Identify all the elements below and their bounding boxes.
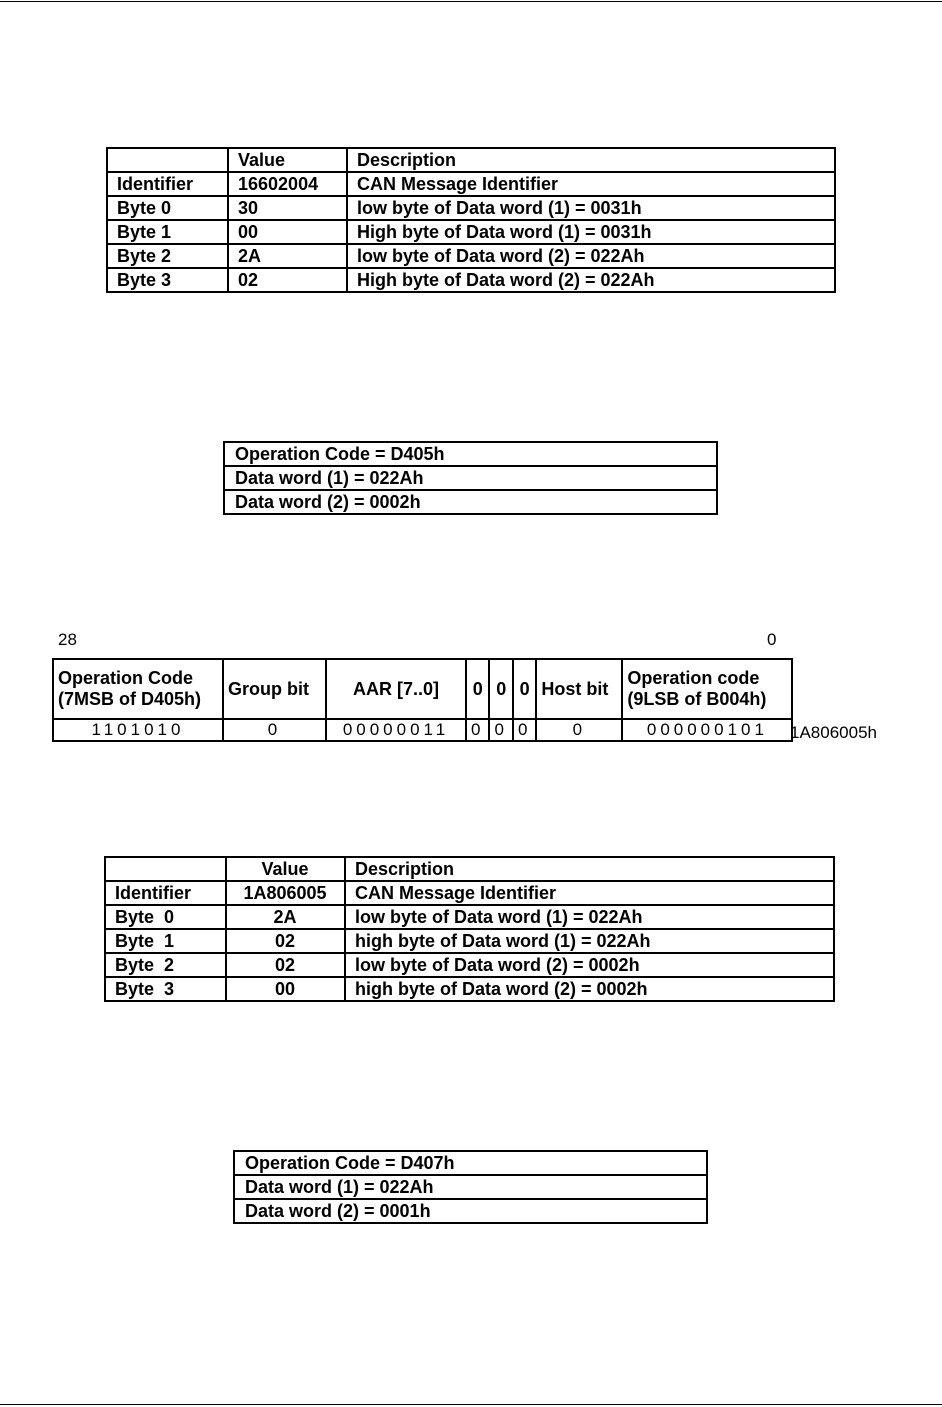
- box-row: [234, 1151, 707, 1175]
- header-cell: Value: [226, 857, 345, 881]
- table-row: [107, 196, 835, 220]
- cell: high byte of Data word (2) = 0002h: [345, 977, 834, 1001]
- cell: high byte of Data word (1) = 022Ah: [345, 929, 834, 953]
- cell: Identifier: [107, 172, 228, 196]
- bitfield-header-host-bit: Host bit: [536, 659, 622, 719]
- bitfield-value: 0: [223, 719, 326, 741]
- cell: low byte of Data word (2) = 0002h: [345, 953, 834, 977]
- cell: 2A: [228, 244, 347, 268]
- cell: 1A806005: [226, 881, 345, 905]
- msb-bit-label: 28: [58, 630, 77, 649]
- cell: High byte of Data word (1) = 0031h: [347, 220, 835, 244]
- bitfield-value: 0: [466, 719, 489, 741]
- cell: Byte 3: [107, 268, 228, 292]
- table-row: [105, 977, 834, 1001]
- box-row: [234, 1175, 707, 1199]
- cell: low byte of Data word (1) = 0031h: [347, 196, 835, 220]
- box-row: [224, 490, 717, 514]
- bitfield-value: 0: [489, 719, 512, 741]
- table-header-row: [107, 148, 835, 172]
- bitfield-header-zero: 0: [513, 659, 536, 719]
- bottom-rule: [0, 1404, 942, 1405]
- cell: 02: [228, 268, 347, 292]
- header-line: (9LSB of B004h): [627, 689, 767, 709]
- table-row: [105, 953, 834, 977]
- cell: 30: [228, 196, 347, 220]
- box-line: Operation Code = D407h: [234, 1151, 707, 1175]
- table-row: [107, 172, 835, 196]
- bitfield-header-opcode-msb: [53, 659, 223, 719]
- header-cell: Description: [345, 857, 834, 881]
- bitfield-header-aar: AAR [7..0]: [326, 659, 466, 719]
- box-line: Data word (2) = 0002h: [224, 490, 717, 514]
- cell: Byte 1: [105, 929, 226, 953]
- box-line: Data word (1) = 022Ah: [224, 466, 717, 490]
- bitfield-value: 00000011: [326, 719, 466, 741]
- header-line: Operation Code: [58, 668, 194, 688]
- cell: 16602004: [228, 172, 347, 196]
- box-line: Data word (1) = 022Ah: [234, 1175, 707, 1199]
- header-cell: [107, 148, 228, 172]
- cell: 02: [226, 929, 345, 953]
- header-cell: Value: [228, 148, 347, 172]
- bitfield-header-group-bit: Group bit: [223, 659, 326, 719]
- cell: 00: [226, 977, 345, 1001]
- bitfield-value: 0: [513, 719, 536, 741]
- bitfield-result: 1A806005h: [790, 723, 877, 742]
- table-row: [105, 929, 834, 953]
- can-message-table-2: [104, 856, 835, 1002]
- bitfield-value-row: [53, 719, 792, 741]
- cell: Byte 0: [107, 196, 228, 220]
- cell: Byte 0: [105, 905, 226, 929]
- box-line: Data word (2) = 0001h: [234, 1199, 707, 1223]
- box-row: [234, 1199, 707, 1223]
- header-line: Operation code: [627, 668, 760, 688]
- bitfield-value: 000000101: [622, 719, 792, 741]
- table-row: [107, 268, 835, 292]
- lsb-bit-label: 0: [767, 630, 777, 649]
- bitfield-value: 1101010: [53, 719, 223, 741]
- bitfield-value: 0: [536, 719, 622, 741]
- can-message-table-1: [106, 147, 836, 293]
- cell: low byte of Data word (1) = 022Ah: [345, 905, 834, 929]
- table-row: [107, 244, 835, 268]
- cell: Byte 2: [107, 244, 228, 268]
- bitfield-header-zero: 0: [466, 659, 489, 719]
- bitfield-header-row: [53, 659, 792, 719]
- cell: low byte of Data word (2) = 022Ah: [347, 244, 835, 268]
- cell: 2A: [226, 905, 345, 929]
- header-cell: Description: [347, 148, 835, 172]
- identifier-bitfield: [52, 658, 793, 742]
- box-line: Operation Code = D405h: [224, 442, 717, 466]
- header-line: (7MSB of D405h): [58, 689, 202, 709]
- table-row: [107, 220, 835, 244]
- bitfield-header-opcode-lsb: [622, 659, 792, 719]
- box-row: [224, 466, 717, 490]
- operation-box-1: [223, 441, 718, 515]
- table-row: [105, 881, 834, 905]
- cell: Byte 1: [107, 220, 228, 244]
- cell: Byte 2: [105, 953, 226, 977]
- cell: High byte of Data word (2) = 022Ah: [347, 268, 835, 292]
- cell: CAN Message Identifier: [347, 172, 835, 196]
- header-cell: [105, 857, 226, 881]
- table-row: [105, 905, 834, 929]
- cell: Identifier: [105, 881, 226, 905]
- box-row: [224, 442, 717, 466]
- cell: 02: [226, 953, 345, 977]
- top-rule: [0, 1, 942, 2]
- operation-box-2: [233, 1150, 708, 1224]
- cell: 00: [228, 220, 347, 244]
- cell: Byte 3: [105, 977, 226, 1001]
- bitfield-header-zero: 0: [489, 659, 512, 719]
- cell: CAN Message Identifier: [345, 881, 834, 905]
- table-header-row: [105, 857, 834, 881]
